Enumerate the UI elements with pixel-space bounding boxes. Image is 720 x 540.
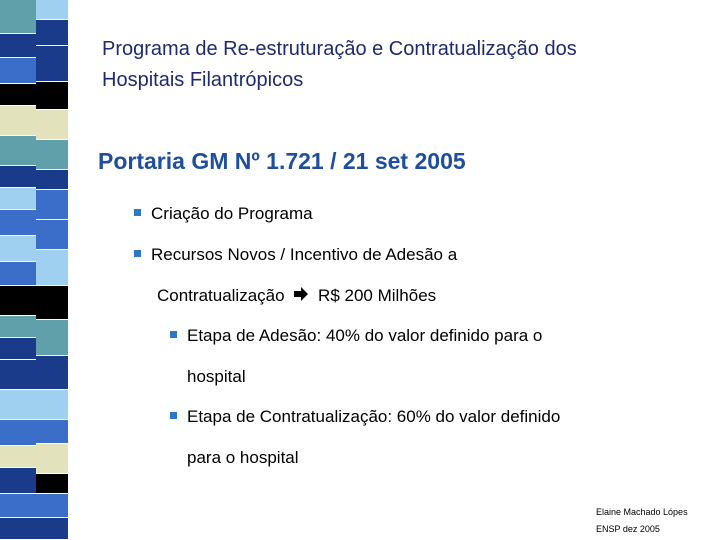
stripe-block xyxy=(0,84,36,106)
stripe-block xyxy=(0,34,36,58)
stripe-block xyxy=(0,236,36,262)
bullet-item-2 xyxy=(134,245,457,265)
stripe-block xyxy=(0,494,36,518)
stripe-block xyxy=(36,190,68,220)
bullet-item-2-continuation xyxy=(157,286,436,306)
bullet-text: Criação do Programa xyxy=(151,204,313,223)
footer-date: ENSP dez 2005 xyxy=(596,524,660,534)
stripe-block xyxy=(0,468,36,494)
stripe-block xyxy=(36,20,68,46)
stripe-block xyxy=(36,320,68,356)
stripe-block xyxy=(36,494,68,518)
square-bullet-icon xyxy=(134,250,141,257)
stripe-block xyxy=(36,474,68,494)
stripe-block xyxy=(36,170,68,190)
arrow-right-icon xyxy=(293,286,309,306)
stripe-block xyxy=(0,0,36,34)
sub-bullet-item-1-continuation xyxy=(187,367,246,387)
stripe-block xyxy=(36,0,68,20)
stripe-block xyxy=(0,420,36,446)
sub-bullet-item-1 xyxy=(170,326,542,346)
stripe-block xyxy=(0,136,36,166)
bullet-text: Contratualização xyxy=(157,286,285,305)
stripe-block xyxy=(36,356,68,390)
square-bullet-icon xyxy=(170,412,177,419)
slide-title xyxy=(102,34,712,96)
stripe-block xyxy=(36,250,68,286)
bullet-text: hospital xyxy=(187,367,246,386)
bullet-text: Recursos Novos / Incentivo de Adesão a xyxy=(151,245,458,264)
title-line-2: Hospitais Filantrópicos xyxy=(102,69,304,91)
bullet-text: Etapa de Adesão: 40% do valor definido para o xyxy=(187,326,543,345)
stripe-block xyxy=(0,360,36,390)
bullet-text: R$ 200 Milhões xyxy=(318,286,437,305)
stripe-block xyxy=(0,188,36,210)
stripe-block xyxy=(0,446,36,468)
bullet-text: para o hospital xyxy=(187,448,299,467)
stripe-block xyxy=(0,390,36,420)
sub-bullet-item-2-continuation xyxy=(187,448,299,468)
stripe-block xyxy=(36,390,68,420)
square-bullet-icon xyxy=(134,209,141,216)
stripe-block xyxy=(0,106,36,136)
stripe-block xyxy=(36,46,68,82)
stripe-block xyxy=(0,210,36,236)
stripe-block xyxy=(36,220,68,250)
stripe-block xyxy=(36,518,68,540)
footer-author: Elaine Machado Lópes xyxy=(596,507,688,517)
stripe-block xyxy=(36,82,68,110)
slide-subtitle: Portaria GM Nº 1.721 / 21 set 2005 xyxy=(98,148,466,174)
stripe-block xyxy=(0,518,36,540)
bullet-item-1 xyxy=(134,204,313,224)
decorative-stripe xyxy=(0,0,68,540)
stripe-block xyxy=(0,338,36,360)
stripe-block xyxy=(0,262,36,286)
stripe-block xyxy=(0,58,36,84)
stripe-block xyxy=(36,286,68,320)
stripe-block xyxy=(0,286,36,316)
title-line-1: Programa de Re-estruturação e Contratualização dos xyxy=(102,38,577,60)
stripe-block xyxy=(36,140,68,170)
bullet-text: Etapa de Contratualização: 60% do valor definido xyxy=(187,407,561,426)
stripe-block xyxy=(0,166,36,188)
stripe-block xyxy=(36,110,68,140)
square-bullet-icon xyxy=(170,331,177,338)
sub-bullet-item-2 xyxy=(170,407,560,427)
stripe-block xyxy=(36,420,68,444)
stripe-block xyxy=(36,444,68,474)
stripe-block xyxy=(0,316,36,338)
